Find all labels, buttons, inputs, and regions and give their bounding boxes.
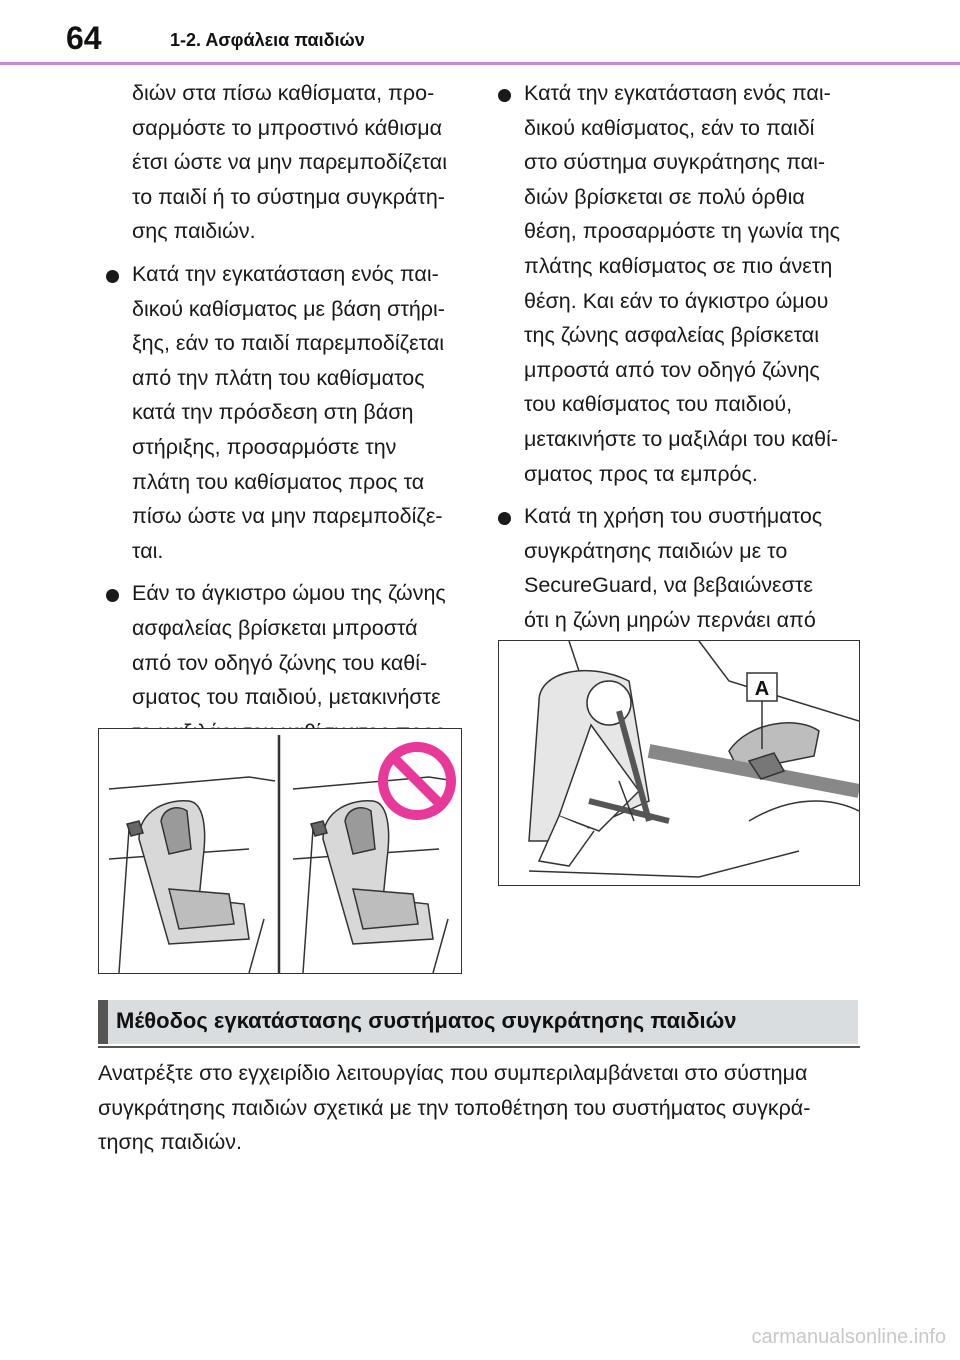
bullet-dot-icon: [106, 270, 119, 283]
body-paragraph: Ανατρέξτε στο εγχειρίδιο λειτουργίας που συμπεριλαμβάνεται στο σύστημα συγκράτησης παιδιών σχετικά με την τοποθέτηση του συστήματος συγκρά- τησης παιδιών.: [98, 1061, 811, 1155]
callout-a-label: A: [754, 678, 770, 700]
bullet-item: [498, 76, 878, 491]
page-number: 64: [66, 20, 102, 56]
bullet-dot-icon: [498, 512, 511, 525]
bullet-text: Εάν το άγκιστρο ώμου της ζώνης ασφαλείας βρίσκεται μπροστά από τον οδηγό ζώνης του καθί- σματος του παιδιού, μετακινήστε: [132, 581, 446, 710]
continuation-text: διών στα πίσω καθίσματα, προ- σαρμόστε το μπροστινό κάθισμα έτσι ώστε να μην παρεμποδίζεται το παιδί ή το σύστημα συγκράτη- σης παιδιών.: [132, 81, 447, 244]
bullet-item: [106, 257, 476, 568]
bullet-text: Κατά την εγκατάσταση ενός παι- δικού καθίσματος με βάση στήρι- ξης, εάν το παιδί παρεμποδίζεται από την πλάτη του καθίσματος κατά την πρόσδεση στη βάση στήριξης, προσαρμόστε την πλάτη του καθίσματος προς τα πίσω ώστε να μην παρεμποδίζε- ται.: [132, 261, 445, 563]
seat-illustration: [99, 729, 461, 973]
child-seat-illustration: [499, 641, 859, 885]
bullet-dot-icon: [106, 589, 119, 602]
seat-adjust-figure: [98, 728, 462, 974]
section-underline: [98, 1046, 860, 1048]
header-rule: [0, 62, 960, 65]
watermark: carmanualsonline.info: [751, 1326, 946, 1348]
bullet-text: Κατά την εγκατάσταση ενός παι- δικού καθίσματος, εάν το παιδί στο σύστημα συγκράτησης παι- διών βρίσκεται σε πολύ όρθια θέση, προσαρμόστε τη γωνία της πλάτης καθίσματος σε πιο άνετη θέση. Και εάν το άγκιστρο ώμου της ζώνης ασφαλείας βρίσκεται μπροστά από τον οδηγό ζώνης του καθίσματος του παιδιού, μετακινήστε το μαξιλάρι του καθί- σματος προς τα εμπρός.: [524, 81, 841, 486]
section-heading: Μέθοδος εγκατάστασης συστήματος συγκράτησης παιδιών: [116, 1008, 737, 1033]
section-heading-bar: [98, 1000, 858, 1044]
right-column: [498, 76, 878, 715]
left-column: [106, 76, 476, 792]
bullet-text: Κατά τη χρήση του συστήματος συγκράτησης παιδιών με το SecureGuard, να βεβαιώνεστε ότι η ζώνη μηρών περνάει από: [524, 504, 823, 632]
prohibition-icon: [383, 747, 451, 815]
bullet-dot-icon: [498, 89, 511, 102]
section-title: 1-2. Ασφάλεια παιδιών: [170, 30, 365, 50]
secureguard-figure: [498, 640, 860, 886]
section-heading-accent: [98, 1000, 108, 1044]
